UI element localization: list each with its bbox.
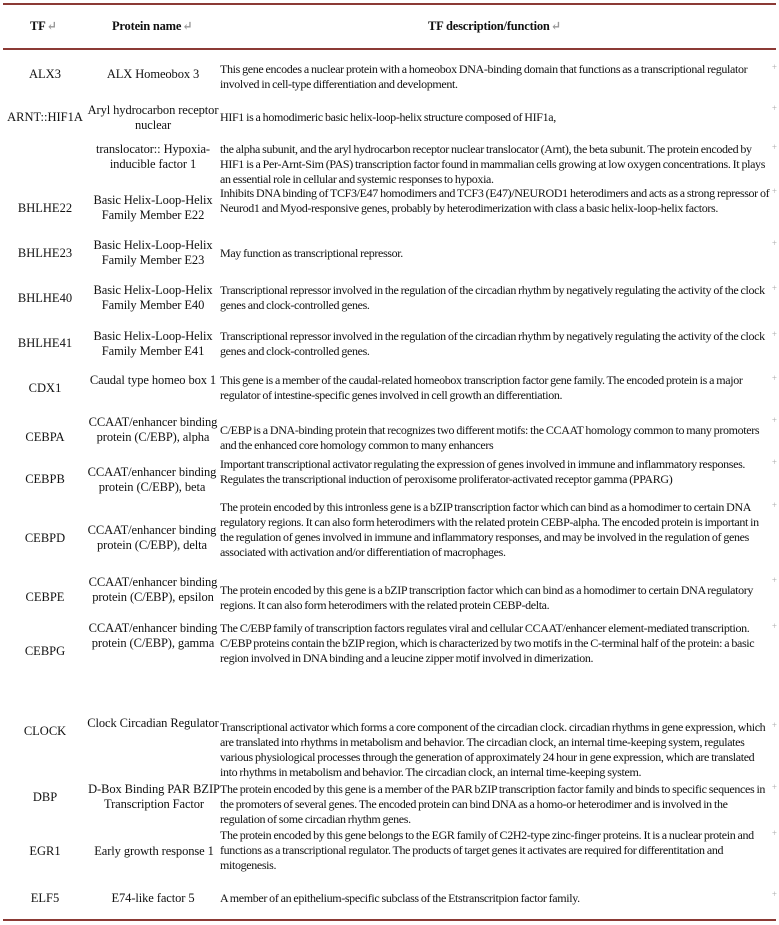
tf-cell: CEBPA — [25, 430, 65, 444]
description-cell: Important transcriptional activator regulating the expression of genes involved in immune and inflammatory responses. Regulates the transcriptional induction of peroxisome proliferator-activated receptor gamma (PPARG) — [220, 457, 746, 486]
description-cell: Transcriptional repressor involved in the regulation of the circadian rhythm by negatively regulating the activity of the clock genes and clock-controlled genes. — [220, 283, 765, 312]
description-cell: C/EBP is a DNA-binding protein that recognizes two different motifs: the CCAAT homology common to many promoters and the enhanced core homology common to many enhancers — [220, 423, 760, 452]
row-end-mark-icon: + — [771, 889, 777, 899]
protein-name-cell: CCAAT/enhancer binding protein (C/EBP), epsilon — [88, 575, 218, 604]
tf-cell: ELF5 — [30, 891, 60, 905]
row-end-mark-icon: + — [771, 621, 777, 631]
protein-name-cell: translocator:: Hypoxia-inducible factor 1 — [96, 142, 210, 171]
row-end-mark-icon: + — [771, 373, 777, 383]
description-cell: This gene encodes a nuclear protein with a homeobox DNA-binding domain that functions as a transcriptional regulator involved in cell-type differentiation and development. — [220, 62, 748, 91]
protein-name-cell: ALX Homeobox 3 — [106, 67, 200, 81]
row-end-mark-icon: + — [771, 828, 777, 838]
row-end-mark-icon: + — [771, 500, 777, 510]
header-protein-name: Protein name↵ — [112, 19, 193, 33]
protein-name-cell: Basic Helix-Loop-Helix Family Member E41 — [93, 329, 213, 358]
description-cell: The protein encoded by this gene belongs to the EGR family of C2H2-type zinc-finger proteins. It is a nuclear protein and functions as a transcriptional regulator. The products of target genes it activates are required for differentitation and mitogenesis. — [220, 828, 754, 872]
protein-name-cell: Basic Helix-Loop-Helix Family Member E40 — [93, 283, 213, 312]
table-bottom-rule — [3, 919, 776, 921]
header-tf: TF↵ — [30, 19, 57, 33]
description-cell: Inhibits DNA binding of TCF3/E47 homodimers and TCF3 (E47)/NEUROD1 heterodimers and acts as a strong repressor of Neurod1 and Myod-responsive genes, probably by heterodimerization with class a basic helix-loop-helix factors. — [220, 186, 770, 215]
protein-name-cell: Basic Helix-Loop-Helix Family Member E23 — [93, 238, 213, 267]
protein-name-cell: CCAAT/enhancer binding protein (C/EBP), delta — [87, 523, 217, 552]
protein-name-cell: Caudal type homeo box 1 — [89, 373, 217, 387]
tf-cell: CEBPB — [25, 472, 65, 486]
description-cell: May function as transcriptional repressor. — [220, 246, 403, 260]
protein-name-cell: CCAAT/enhancer binding protein (C/EBP), gamma — [88, 621, 218, 650]
row-end-mark-icon: + — [771, 238, 777, 248]
tf-cell: BHLHE41 — [17, 336, 73, 350]
row-end-mark-icon: + — [771, 103, 777, 113]
row-end-mark-icon: + — [771, 283, 777, 293]
row-end-mark-icon: + — [771, 329, 777, 339]
row-end-mark-icon: + — [771, 415, 777, 425]
protein-name-cell: CCAAT/enhancer binding protein (C/EBP), beta — [87, 465, 217, 494]
description-cell: Transcriptional repressor involved in the regulation of the circadian rhythm by negatively regulating the activity of the clock genes and clock-controlled genes. — [220, 329, 765, 358]
table-header — [0, 0, 779, 50]
tf-cell: BHLHE40 — [17, 291, 73, 305]
row-end-mark-icon: + — [771, 575, 777, 585]
tf-cell: CEBPD — [24, 531, 66, 545]
table-header-rule — [3, 48, 776, 50]
tf-cell: EGR1 — [29, 844, 61, 858]
row-end-mark-icon: + — [771, 186, 777, 196]
tf-cell: CDX1 — [28, 381, 62, 395]
description-cell: The protein encoded by this gene is a bZIP transcription factor which can bind as a homodimer to certain DNA regulatory regions. It can also form heterodimers with the related protein CEBP-delta. — [220, 583, 754, 612]
tf-cell: ALX3 — [29, 67, 61, 81]
protein-name-cell: Early growth response 1 — [94, 844, 214, 858]
row-end-mark-icon: + — [771, 720, 777, 730]
tf-cell: CEBPG — [24, 644, 66, 658]
description-cell: The protein encoded by this gene is a member of the PAR bZIP transcription factor family and binds to specific sequences in the promoters of several genes. The encoded protein can bind DNA as a homo-or heterodimer and is involved in the regulation of some circadian rhythm genes. — [220, 782, 766, 826]
tf-cell: BHLHE23 — [17, 246, 73, 260]
row-end-mark-icon: + — [771, 457, 777, 467]
description-cell: A member of an epithelium-specific subclass of the Etstranscritpion factor family. — [220, 891, 580, 905]
tf-cell: CLOCK — [23, 724, 67, 738]
row-end-mark-icon: + — [771, 142, 777, 152]
row-end-mark-icon: + — [771, 62, 777, 72]
description-cell: The C/EBP family of transcription factors regulates viral and cellular CCAAT/enhancer element-mediated transcription. C/EBP proteins contain the bZIP region, which is characterized by two motifs in the C-terminal half of the protein: a basic region involved in DNA binding and a leucine zipper motif involved in dimerization. — [220, 621, 755, 665]
protein-name-cell: E74-like factor 5 — [111, 891, 195, 905]
tf-cell: CEBPE — [25, 590, 65, 604]
description-cell: HIF1 is a homodimeric basic helix-loop-helix structure composed of HIF1a, — [220, 110, 556, 124]
tf-cell: DBP — [32, 790, 58, 804]
description-cell: The protein encoded by this intronless gene is a bZIP transcription factor which can bind as a homodimer to certain DNA regulatory regions. It can also form heterodimers with the related protein CEBP-alpha. The encoded protein is important in the regulation of genes involved in immune and inflammatory responses, and may be involved in the regulation of genes associated with activation and/or differentiation of macrophages. — [220, 500, 759, 559]
description-cell: Transcriptional activator which forms a core component of the circadian clock. circadian rhythms in gene expression, which are translated into rhythms in metabolism and behavior. The circadian clock, an internal time-keeping system, regulates various physiological processes through the generation of approximately 24 hour in gene expression, which are translated into rhythms in metabolism and behavior. The circadian clock, an internal time-keeping system. — [220, 720, 766, 779]
row-end-mark-icon: + — [771, 782, 777, 792]
protein-name-cell: CCAAT/enhancer binding protein (C/EBP), alpha — [88, 415, 218, 444]
protein-name-cell: Basic Helix-Loop-Helix Family Member E22 — [93, 193, 213, 222]
tf-cell: BHLHE22 — [17, 201, 73, 215]
protein-name-cell: Clock Circadian Regulator — [87, 716, 219, 730]
header-description: TF description/function↵ — [428, 19, 561, 33]
tf-cell: ARNT::HIF1A — [7, 110, 83, 124]
description-cell: This gene is a member of the caudal-related homeobox transcription factor gene family. The encoded protein is a major regulator of intestine-specific genes involved in cell growth an differentiation. — [220, 373, 743, 402]
description-cell: the alpha subunit, and the aryl hydrocarbon receptor nuclear translocator (Arnt), the beta subunit. The protein encoded by HIF1 is a Per-Arnt-Sim (PAS) transcription factor found in mammalian cells growing at low oxygen concentrations. It plays an essential role in cellular and systemic responses to hypoxia. — [220, 142, 766, 186]
protein-name-cell: D-Box Binding PAR BZIP Transcription Factor — [88, 782, 220, 811]
protein-name-cell: Aryl hydrocarbon receptor nuclear — [87, 103, 219, 132]
